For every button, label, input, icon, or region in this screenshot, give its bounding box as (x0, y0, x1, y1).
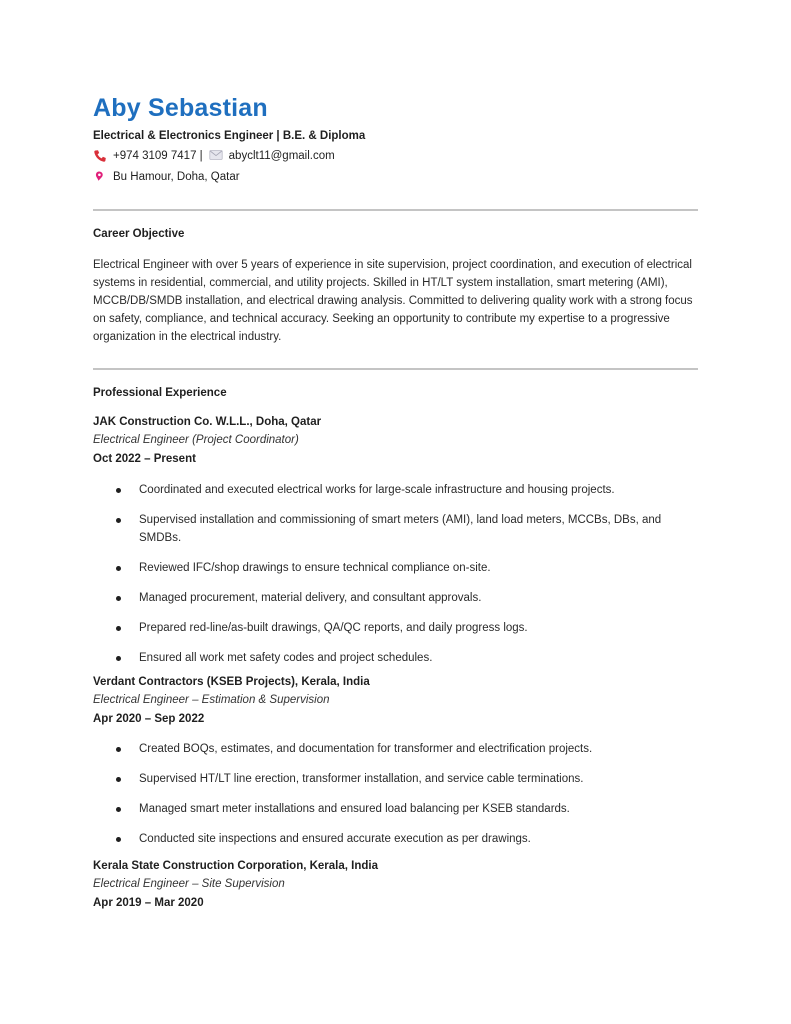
job-bullet: Ensured all work met safety codes and project schedules. (93, 649, 698, 667)
job-company: JAK Construction Co. W.L.L., Doha, Qatar (93, 416, 322, 428)
career-objective-text: Electrical Engineer with over 5 years of experience in site supervision, project coordination, and execution of electrical systems in residential, commercial, and utility projects. Skilled in HT/LT system installation, smart metering (AMI), MCCB/DB/SMDB installation, and electrical drawing analysis. Committed to delivering quality work with a strong focus on safety, compliance, and technical accuracy. Seeking an opportunity to contribute my expertise to a progressive organization in the electrical industry. (93, 259, 693, 343)
career-objective-heading: Career Objective (93, 228, 185, 240)
job-role: Electrical Engineer (Project Coordinator) (93, 434, 299, 446)
job-bullet: Supervised HT/LT line erection, transformer installation, and service cable terminations. (93, 770, 698, 788)
email-address[interactable]: abyclt11@gmail.com (228, 150, 335, 162)
job-dates: Apr 2019 – Mar 2020 (93, 897, 204, 909)
job-dates: Oct 2022 – Present (93, 453, 196, 465)
professional-experience-heading: Professional Experience (93, 387, 227, 399)
section-divider (93, 368, 698, 370)
mail-icon (209, 149, 225, 163)
job-role: Electrical Engineer – Site Supervision (93, 878, 285, 890)
job-bullet: Prepared red-line/as-built drawings, QA/QC reports, and daily progress logs. (93, 619, 698, 637)
job-company: Kerala State Construction Corporation, Kerala, India (93, 860, 378, 872)
job-company: Verdant Contractors (KSEB Projects), Kerala, India (93, 676, 370, 688)
candidate-name: Aby Sebastian (93, 94, 268, 122)
job-role: Electrical Engineer – Estimation & Supervision (93, 694, 330, 706)
contact-line (93, 149, 335, 163)
location-text: Bu Hamour, Doha, Qatar (113, 171, 240, 183)
phone-icon (93, 149, 109, 163)
candidate-subtitle: Electrical & Electronics Engineer | B.E. & Diploma (93, 130, 366, 142)
location-line (93, 170, 240, 184)
job-bullet: Managed smart meter installations and ensured load balancing per KSEB standards. (93, 800, 698, 818)
job-bullet-list (93, 740, 698, 860)
location-pin-icon (93, 170, 109, 184)
job-bullet: Reviewed IFC/shop drawings to ensure technical compliance on-site. (93, 559, 698, 577)
job-dates: Apr 2020 – Sep 2022 (93, 713, 205, 725)
job-bullet: Managed procurement, material delivery, and consultant approvals. (93, 589, 698, 607)
phone-number[interactable]: +974 3109 7417 | (113, 150, 203, 162)
job-bullet: Supervised installation and commissioning of smart meters (AMI), land load meters, MCCBs, DBs, and SMDBs. (93, 511, 698, 547)
job-bullet-list (93, 481, 698, 667)
job-bullet: Created BOQs, estimates, and documentation for transformer and electrification projects. (93, 740, 698, 758)
job-bullet: Conducted site inspections and ensured accurate execution as per drawings. (93, 830, 698, 848)
job-bullet: Coordinated and executed electrical works for large-scale infrastructure and housing projects. (93, 481, 698, 499)
section-divider (93, 209, 698, 211)
